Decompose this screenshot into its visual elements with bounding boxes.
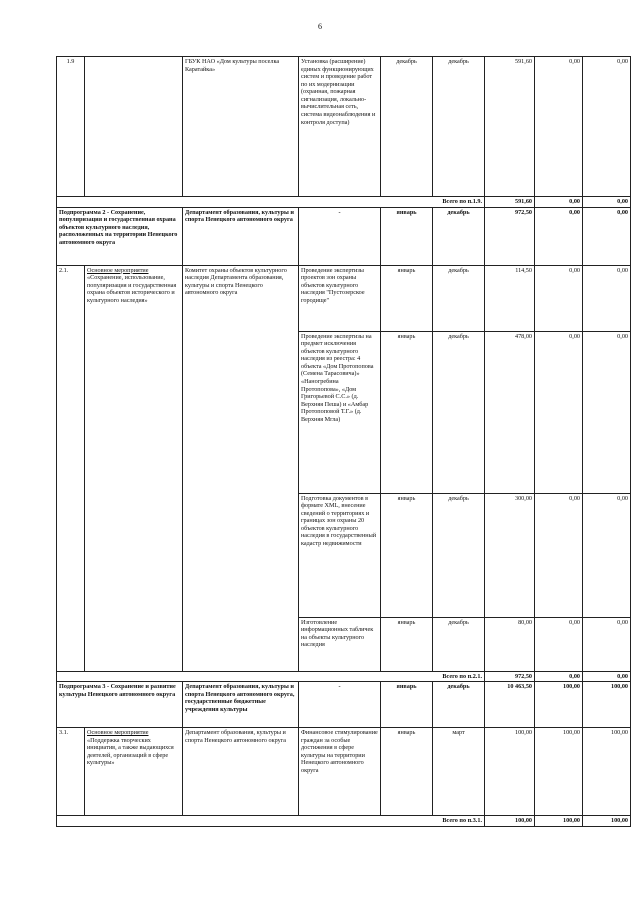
event-cell: Установка (расширение) единых функционирующих систем и проведение работ по их модернизации (охранная, пожарная сигнализация, локально-вычислительная сеть, система видеонаблюдения и контроля доступа) [299, 57, 381, 197]
amount-col8: 0,00 [535, 617, 583, 671]
table-row [57, 728, 631, 816]
end-month: декабрь [433, 57, 485, 197]
end-month: декабрь [433, 331, 485, 493]
amount-col9: 0,00 [583, 265, 631, 331]
page-number: 6 [318, 22, 322, 31]
amount-col9: 100,00 [583, 728, 631, 816]
amount-total: 972,50 [485, 207, 535, 265]
main-activity-cell [85, 265, 183, 671]
amount-total: 80,00 [485, 617, 535, 671]
amount-col8: 0,00 [535, 57, 583, 197]
total-label: Всего по п.2.1. [57, 671, 485, 682]
total-label: Всего по п.3.1. [57, 816, 485, 827]
amount-total: 10 463,50 [485, 682, 535, 728]
event-cell: Подготовка документов в формате XML, внесение сведений о территориях и границах зон охраны 20 объектов культурного наследия в государственный кадастр недвижимости [299, 493, 381, 617]
total-amount: 972,50 [485, 671, 535, 682]
executor-cell: ГБУК НАО «Дом культуры поселка Каратайка» [183, 57, 299, 197]
end-month: декабрь [433, 207, 485, 265]
amount-total: 300,00 [485, 493, 535, 617]
amount-total: 478,00 [485, 331, 535, 493]
subprogram-executor: Департамент образования, культуры и спорта Ненецкого автономного округа [183, 207, 299, 265]
end-month: декабрь [433, 617, 485, 671]
amount-col9: 0,00 [583, 207, 631, 265]
start-month: январь [381, 331, 433, 493]
row-number: 3.1. [57, 728, 85, 816]
subprogram-row [57, 682, 631, 728]
start-month: декабрь [381, 57, 433, 197]
table-row [57, 265, 631, 331]
total-amount: 100,00 [485, 816, 535, 827]
amount-col8: 0,00 [535, 265, 583, 331]
amount-col8: 100,00 [535, 682, 583, 728]
total-col8: 0,00 [535, 671, 583, 682]
subprogram-row [57, 207, 631, 265]
event-cell: Проведение экспертизы на предмет исключения объектов культурного наследия из реестра: 4 объекта «Дом Протопопова (Семена Тарасовича)» «Наногребина Протопопова», «Дом Григорьевой С.С.» (д. Верхняя Пеша) и «Амбар Протопоповой Т.Г.» (д. Верхняя Мгла) [299, 331, 381, 493]
subprogram-name: Подпрограмма 2 - Сохранение, популяризация и государственная охрана объектов культурного наследия, расположенных на территории Ненецкого автономного округа [57, 207, 183, 265]
subprogram-executor: Департамент образования, культуры и спорта Ненецкого автономного округа, государственные бюджетные учреждения культуры [183, 682, 299, 728]
main-activity-heading: Основное мероприятие [87, 729, 149, 737]
total-col8: 0,00 [535, 197, 583, 208]
amount-col8: 0,00 [535, 207, 583, 265]
amount-col9: 0,00 [583, 57, 631, 197]
amount-col9: 0,00 [583, 617, 631, 671]
amount-col8: 100,00 [535, 728, 583, 816]
total-col8: 100,00 [535, 816, 583, 827]
amount-total: 591,60 [485, 57, 535, 197]
amount-total: 114,50 [485, 265, 535, 331]
total-row [57, 197, 631, 208]
total-label: Всего по п.1.9. [57, 197, 485, 208]
amount-total: 100,00 [485, 728, 535, 816]
amount-col9: 0,00 [583, 331, 631, 493]
total-col9: 0,00 [583, 197, 631, 208]
subprogram-event: - [299, 682, 381, 728]
subprogram-event: - [299, 207, 381, 265]
start-month: январь [381, 493, 433, 617]
start-month: январь [381, 682, 433, 728]
amount-col8: 0,00 [535, 493, 583, 617]
total-col9: 100,00 [583, 816, 631, 827]
end-month: декабрь [433, 493, 485, 617]
main-activity-name: «Сохранение, использование, популяризация и государственная охрана объектов исторического и культурного наследия» [87, 274, 177, 304]
executor-cell: Департамент образования, культуры и спорта Ненецкого автономного округа [183, 728, 299, 816]
table-row [57, 57, 631, 197]
start-month: январь [381, 617, 433, 671]
start-month: январь [381, 207, 433, 265]
total-row [57, 816, 631, 827]
row-number: 2.1. [57, 265, 85, 671]
program-events-table [56, 56, 631, 827]
event-cell: Финансовое стимулирование граждан за особые достижения в сфере культуры на территории Ненецкого автономного округа [299, 728, 381, 816]
amount-col9: 100,00 [583, 682, 631, 728]
subprogram-name: Подпрограмма 3 - Сохранение и развитие культуры Ненецкого автономного округа [57, 682, 183, 728]
event-cell: Проведение экспертизы проектов зон охраны объектов культурного наследия "Пустозерское городище" [299, 265, 381, 331]
executor-cell: Комитет охраны объектов культурного наследия Департамента образования, культуры и спорта Ненецкого автономного округа [183, 265, 299, 671]
main-activity-name: «Поддержка творческих инициатив, а также выдающихся деятелей, организаций в сфере культуры» [87, 736, 174, 767]
start-month: январь [381, 728, 433, 816]
end-month: декабрь [433, 682, 485, 728]
program-name-cell [85, 57, 183, 197]
total-amount: 591,60 [485, 197, 535, 208]
end-month: декабрь [433, 265, 485, 331]
main-activity-cell [85, 728, 183, 816]
main-activity-heading: Основное мероприятие [87, 266, 149, 274]
row-number: 1.9 [57, 57, 85, 197]
amount-col8: 0,00 [535, 331, 583, 493]
event-cell: Изготовление информационных табличек на объекты культурного наследия [299, 617, 381, 671]
amount-col9: 0,00 [583, 493, 631, 617]
total-col9: 0,00 [583, 671, 631, 682]
start-month: январь [381, 265, 433, 331]
total-row [57, 671, 631, 682]
end-month: март [433, 728, 485, 816]
